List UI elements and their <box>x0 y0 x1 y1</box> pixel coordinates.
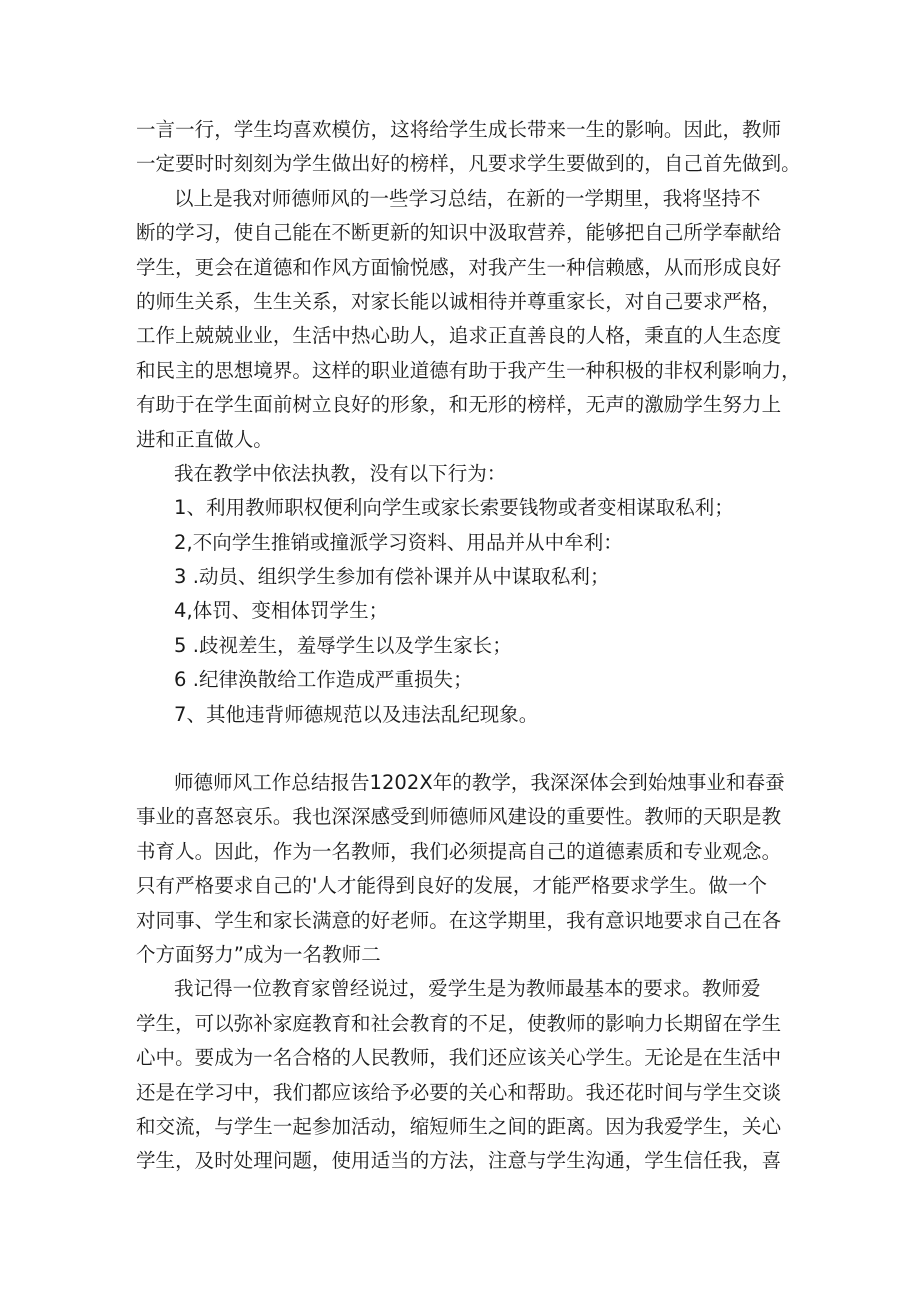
paragraph-love-students <box>136 972 802 1178</box>
text-line: 学生，更会在道德和作风方面愉悦感，对我产生一种信赖感，从而形成良好 <box>136 255 782 279</box>
text-line: 工作上兢兢业业，生活中热心助人，追求正直善良的人格，秉直的人生态度 <box>136 324 782 348</box>
text-line: 对同事、学生和家长满意的好老师。在这学期里，我有意识地要求自己在各 <box>136 908 782 932</box>
list-item: 6 .纪律涣散给工作造成严重损失； <box>174 668 473 692</box>
text-line: 和交流，与学生一起参加活动，缩短师生之间的距离。因为我爱学生，关心 <box>136 1114 782 1138</box>
list-item: 1、利用教师职权便利向学生或家长索要钱物或者变相谋取私利； <box>174 496 734 520</box>
list-item: 4,体罚、变相体罚学生； <box>174 599 389 623</box>
text-line: 学生，及时处理问题，使用适当的方法，注意与学生沟通，学生信任我，喜 <box>136 1149 782 1173</box>
document-body <box>136 113 802 1179</box>
paragraph-report <box>136 766 802 972</box>
blank-gap <box>136 732 802 766</box>
behavior-list-section <box>136 457 802 732</box>
list-item: 7、其他违背师德规范以及违法乱纪现象。 <box>174 702 539 726</box>
list-intro: 我在教学中依法执教，没有以下行为： <box>174 461 507 485</box>
list-item: 5 .歧视差生，羞辱学生以及学生家长； <box>174 633 512 657</box>
text-line: 书育人。因此，作为一名教师，我们必须提高自己的道德素质和专业观念。 <box>136 839 782 863</box>
text-line: 心中。要成为一名合格的人民教师，我们还应该关心学生。无论是在生活中 <box>136 1046 782 1070</box>
text-line: 学生，可以弥补家庭教育和社会教育的不足，使教师的影响力长期留在学生 <box>136 1011 782 1035</box>
text-line: 以上是我对师德师风的一些学习总结，在新的一学期里，我将坚持不 <box>174 186 761 210</box>
text-line: 有助于在学生面前树立良好的形象，和无形的榜样，无声的激励学生努力上 <box>136 393 782 417</box>
text-line: 断的学习，使自己能在不断更新的知识中汲取营养，能够把自己所学奉献给 <box>136 221 782 245</box>
text-line: 只有严格要求自己的'人才能得到良好的发展，才能严格要求学生。做一个 <box>136 874 768 898</box>
list-item: 3 .动员、组织学生参加有偿补课并从中谋取私利； <box>174 565 610 589</box>
text-line: 一言一行，学生均喜欢模仿，这将给学生成长带来一生的影响。因此，教师 <box>136 118 782 141</box>
paragraph-continuation <box>136 113 802 182</box>
text-line: 事业的喜怒哀乐。我也深深感受到师德师风建设的重要性。教师的天职是教 <box>136 805 782 829</box>
text-line: 的师生关系，生生关系，对家长能以诚相待并尊重家长，对自己要求严格， <box>136 289 782 313</box>
text-line: 师德师风工作总结报告1202X年的教学，我深深体会到始烛事业和春蚕 <box>174 771 785 795</box>
text-line: 还是在学习中，我们都应该给予必要的关心和帮助。我还花时间与学生交谈 <box>136 1080 782 1104</box>
text-line: 我记得一位教育家曾经说过，爱学生是为教师最基本的要求。教师爱 <box>174 977 761 1001</box>
list-item: 2,不向学生推销或撞派学习资料、用品并从中牟利： <box>174 530 623 554</box>
text-line: 一定要时时刻刻为学生做出好的榜样，凡要求学生要做到的，自己首先做到。 <box>136 152 801 176</box>
text-line: 进和正直做人。 <box>136 427 273 451</box>
paragraph-summary <box>136 182 802 457</box>
text-line: 个方面努力”成为一名教师二 <box>136 942 381 966</box>
text-line: 和民主的思想境界。这样的职业道德有助于我产生一种积极的非权利影响力， <box>136 358 801 382</box>
